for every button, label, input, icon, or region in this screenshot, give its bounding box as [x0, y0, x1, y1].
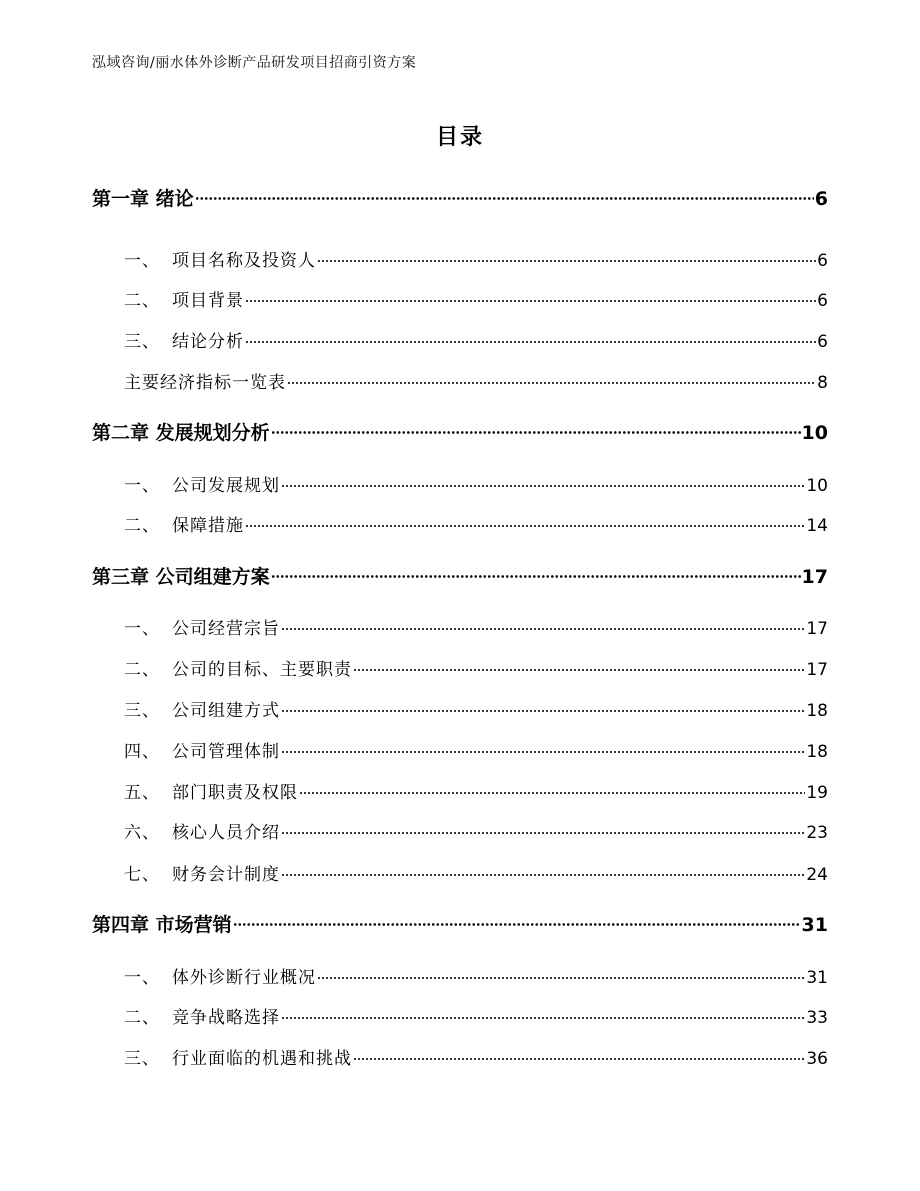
toc-chapter-3[interactable]: [92, 562, 828, 589]
toc-section-4-1[interactable]: [124, 963, 828, 988]
toc-section-title: 行业面临的机遇和挑战: [172, 1049, 352, 1069]
toc-leader-dots: [353, 669, 805, 671]
toc-section-3-4[interactable]: [124, 737, 828, 762]
toc-leader-dots: [281, 832, 805, 834]
toc-section-4-3[interactable]: [124, 1044, 828, 1069]
toc-page-number: 23: [806, 823, 828, 843]
toc-section-label: [124, 614, 280, 639]
toc-leader-dots: [245, 300, 816, 302]
toc-chapter-label: 第一章 绪论: [92, 188, 194, 210]
toc-section-3-5[interactable]: [124, 778, 828, 803]
toc-leader-dots: [233, 923, 801, 926]
toc-page-number: 18: [806, 701, 828, 721]
toc-section-title: 核心人员介绍: [172, 823, 280, 843]
toc-section-title: 主要经济指标一览表: [124, 373, 286, 393]
toc-section-number: 一、: [124, 476, 160, 496]
toc-leader-dots: [281, 485, 805, 487]
toc-section-label: [124, 327, 244, 352]
toc-leader-dots: [245, 341, 816, 343]
toc-leader-dots: [271, 431, 801, 434]
toc-section-title: 公司组建方式: [172, 701, 280, 721]
toc-section-label: [124, 737, 280, 762]
toc-page-number: 31: [806, 968, 828, 988]
toc-title: 目录: [435, 125, 484, 150]
toc-page-number: 6: [814, 188, 828, 210]
toc-section-title: 体外诊断行业概况: [172, 968, 316, 988]
toc-section-2-2[interactable]: [124, 511, 828, 536]
toc-leader-dots: [271, 575, 801, 578]
toc-chapter-1[interactable]: [92, 184, 828, 211]
toc-section-label: [124, 1044, 352, 1069]
toc-section-number: 三、: [124, 701, 160, 721]
toc-page-number: 17: [806, 660, 828, 680]
toc-page-number: 36: [806, 1049, 828, 1069]
toc-section-number: 三、: [124, 1049, 160, 1069]
toc-leader-dots: [287, 382, 816, 384]
toc-section-1-3[interactable]: [124, 327, 828, 352]
toc-section-title: 项目背景: [172, 291, 244, 311]
toc-chapter-2[interactable]: [92, 418, 828, 445]
toc-section-title: 公司经营宗旨: [172, 619, 280, 639]
toc-section-title: 部门职责及权限: [172, 783, 298, 803]
toc-page-number: 6: [817, 332, 828, 352]
toc-leader-dots: [281, 751, 805, 753]
toc-section-label: [124, 696, 280, 721]
toc-section-title: 财务会计制度: [172, 865, 280, 885]
toc-section-label: [124, 246, 316, 271]
toc-leader-dots: [353, 1058, 805, 1060]
toc-page-number: 33: [806, 1008, 828, 1028]
toc-section-title: 竞争战略选择: [172, 1008, 280, 1028]
toc-section-number: 五、: [124, 783, 160, 803]
toc-section-2-1[interactable]: [124, 471, 828, 496]
toc-section-number: 三、: [124, 332, 160, 352]
toc-chapter-label: 第三章 公司组建方案: [92, 566, 270, 588]
document-header: 泓域咨询/丽水体外诊断产品研发项目招商引资方案: [92, 55, 417, 71]
toc-section-label: [124, 286, 244, 311]
toc-page-number: 14: [806, 516, 828, 536]
toc-page-number: 18: [806, 742, 828, 762]
toc-section-number: 一、: [124, 968, 160, 988]
toc-page-number: 8: [817, 373, 828, 393]
toc-page-number: 24: [806, 865, 828, 885]
toc-section-label: [124, 778, 298, 803]
toc-leader-dots: [281, 628, 805, 630]
toc-section-label: [124, 471, 280, 496]
toc-leader-dots: [281, 1017, 805, 1019]
toc-page-number: 6: [817, 251, 828, 271]
toc-leader-dots: [281, 874, 805, 876]
toc-section-number: 一、: [124, 619, 160, 639]
toc-section-number: 二、: [124, 1008, 160, 1028]
toc-page-number: 19: [806, 783, 828, 803]
toc-section-3-1[interactable]: [124, 614, 828, 639]
toc-section-label: [124, 860, 280, 885]
toc-section-label: [124, 818, 280, 843]
toc-section-title: 保障措施: [172, 516, 244, 536]
toc-section-1-1[interactable]: [124, 246, 828, 271]
toc-chapter-4[interactable]: [92, 910, 828, 937]
toc-section-label: [124, 655, 352, 680]
toc-section-number: 六、: [124, 823, 160, 843]
toc-leader-dots: [245, 525, 805, 527]
toc-section-number: 二、: [124, 291, 160, 311]
toc-leader-dots: [281, 710, 805, 712]
toc-section-label: [124, 511, 244, 536]
toc-section-title: 项目名称及投资人: [172, 251, 316, 271]
toc-section-label: [124, 963, 316, 988]
toc-section-label: [124, 1003, 280, 1028]
toc-chapter-label: 第四章 市场营销: [92, 914, 232, 936]
toc-section-title: 公司管理体制: [172, 742, 280, 762]
toc-section-3-6[interactable]: [124, 818, 828, 843]
toc-section-title: 结论分析: [172, 332, 244, 352]
toc-page-number: 17: [801, 566, 828, 588]
toc-page-number: 31: [801, 914, 828, 936]
toc-page-number: 6: [817, 291, 828, 311]
toc-section-title: 公司的目标、主要职责: [172, 660, 352, 680]
toc-section-number: 二、: [124, 660, 160, 680]
toc-section-3-2[interactable]: [124, 655, 828, 680]
toc-leader-dots: [317, 260, 816, 262]
toc-section-number: 一、: [124, 251, 160, 271]
toc-page-number: 10: [806, 476, 828, 496]
toc-section-1-2[interactable]: [124, 286, 828, 311]
toc-section-number: 二、: [124, 516, 160, 536]
toc-leader-dots: [195, 197, 814, 200]
toc-section-3-3[interactable]: [124, 696, 828, 721]
toc-page-number: 17: [806, 619, 828, 639]
toc-section-number: 四、: [124, 742, 160, 762]
toc-section-1-4[interactable]: [124, 368, 828, 393]
toc-leader-dots: [317, 977, 805, 979]
toc-leader-dots: [299, 792, 805, 794]
toc-section-3-7[interactable]: [124, 860, 828, 885]
header-divider: [92, 75, 828, 76]
toc-section-title: 公司发展规划: [172, 476, 280, 496]
toc-chapter-label: 第二章 发展规划分析: [92, 422, 270, 444]
toc-page-number: 10: [801, 422, 828, 444]
toc-section-4-2[interactable]: [124, 1003, 828, 1028]
toc-section-number: 七、: [124, 865, 160, 885]
